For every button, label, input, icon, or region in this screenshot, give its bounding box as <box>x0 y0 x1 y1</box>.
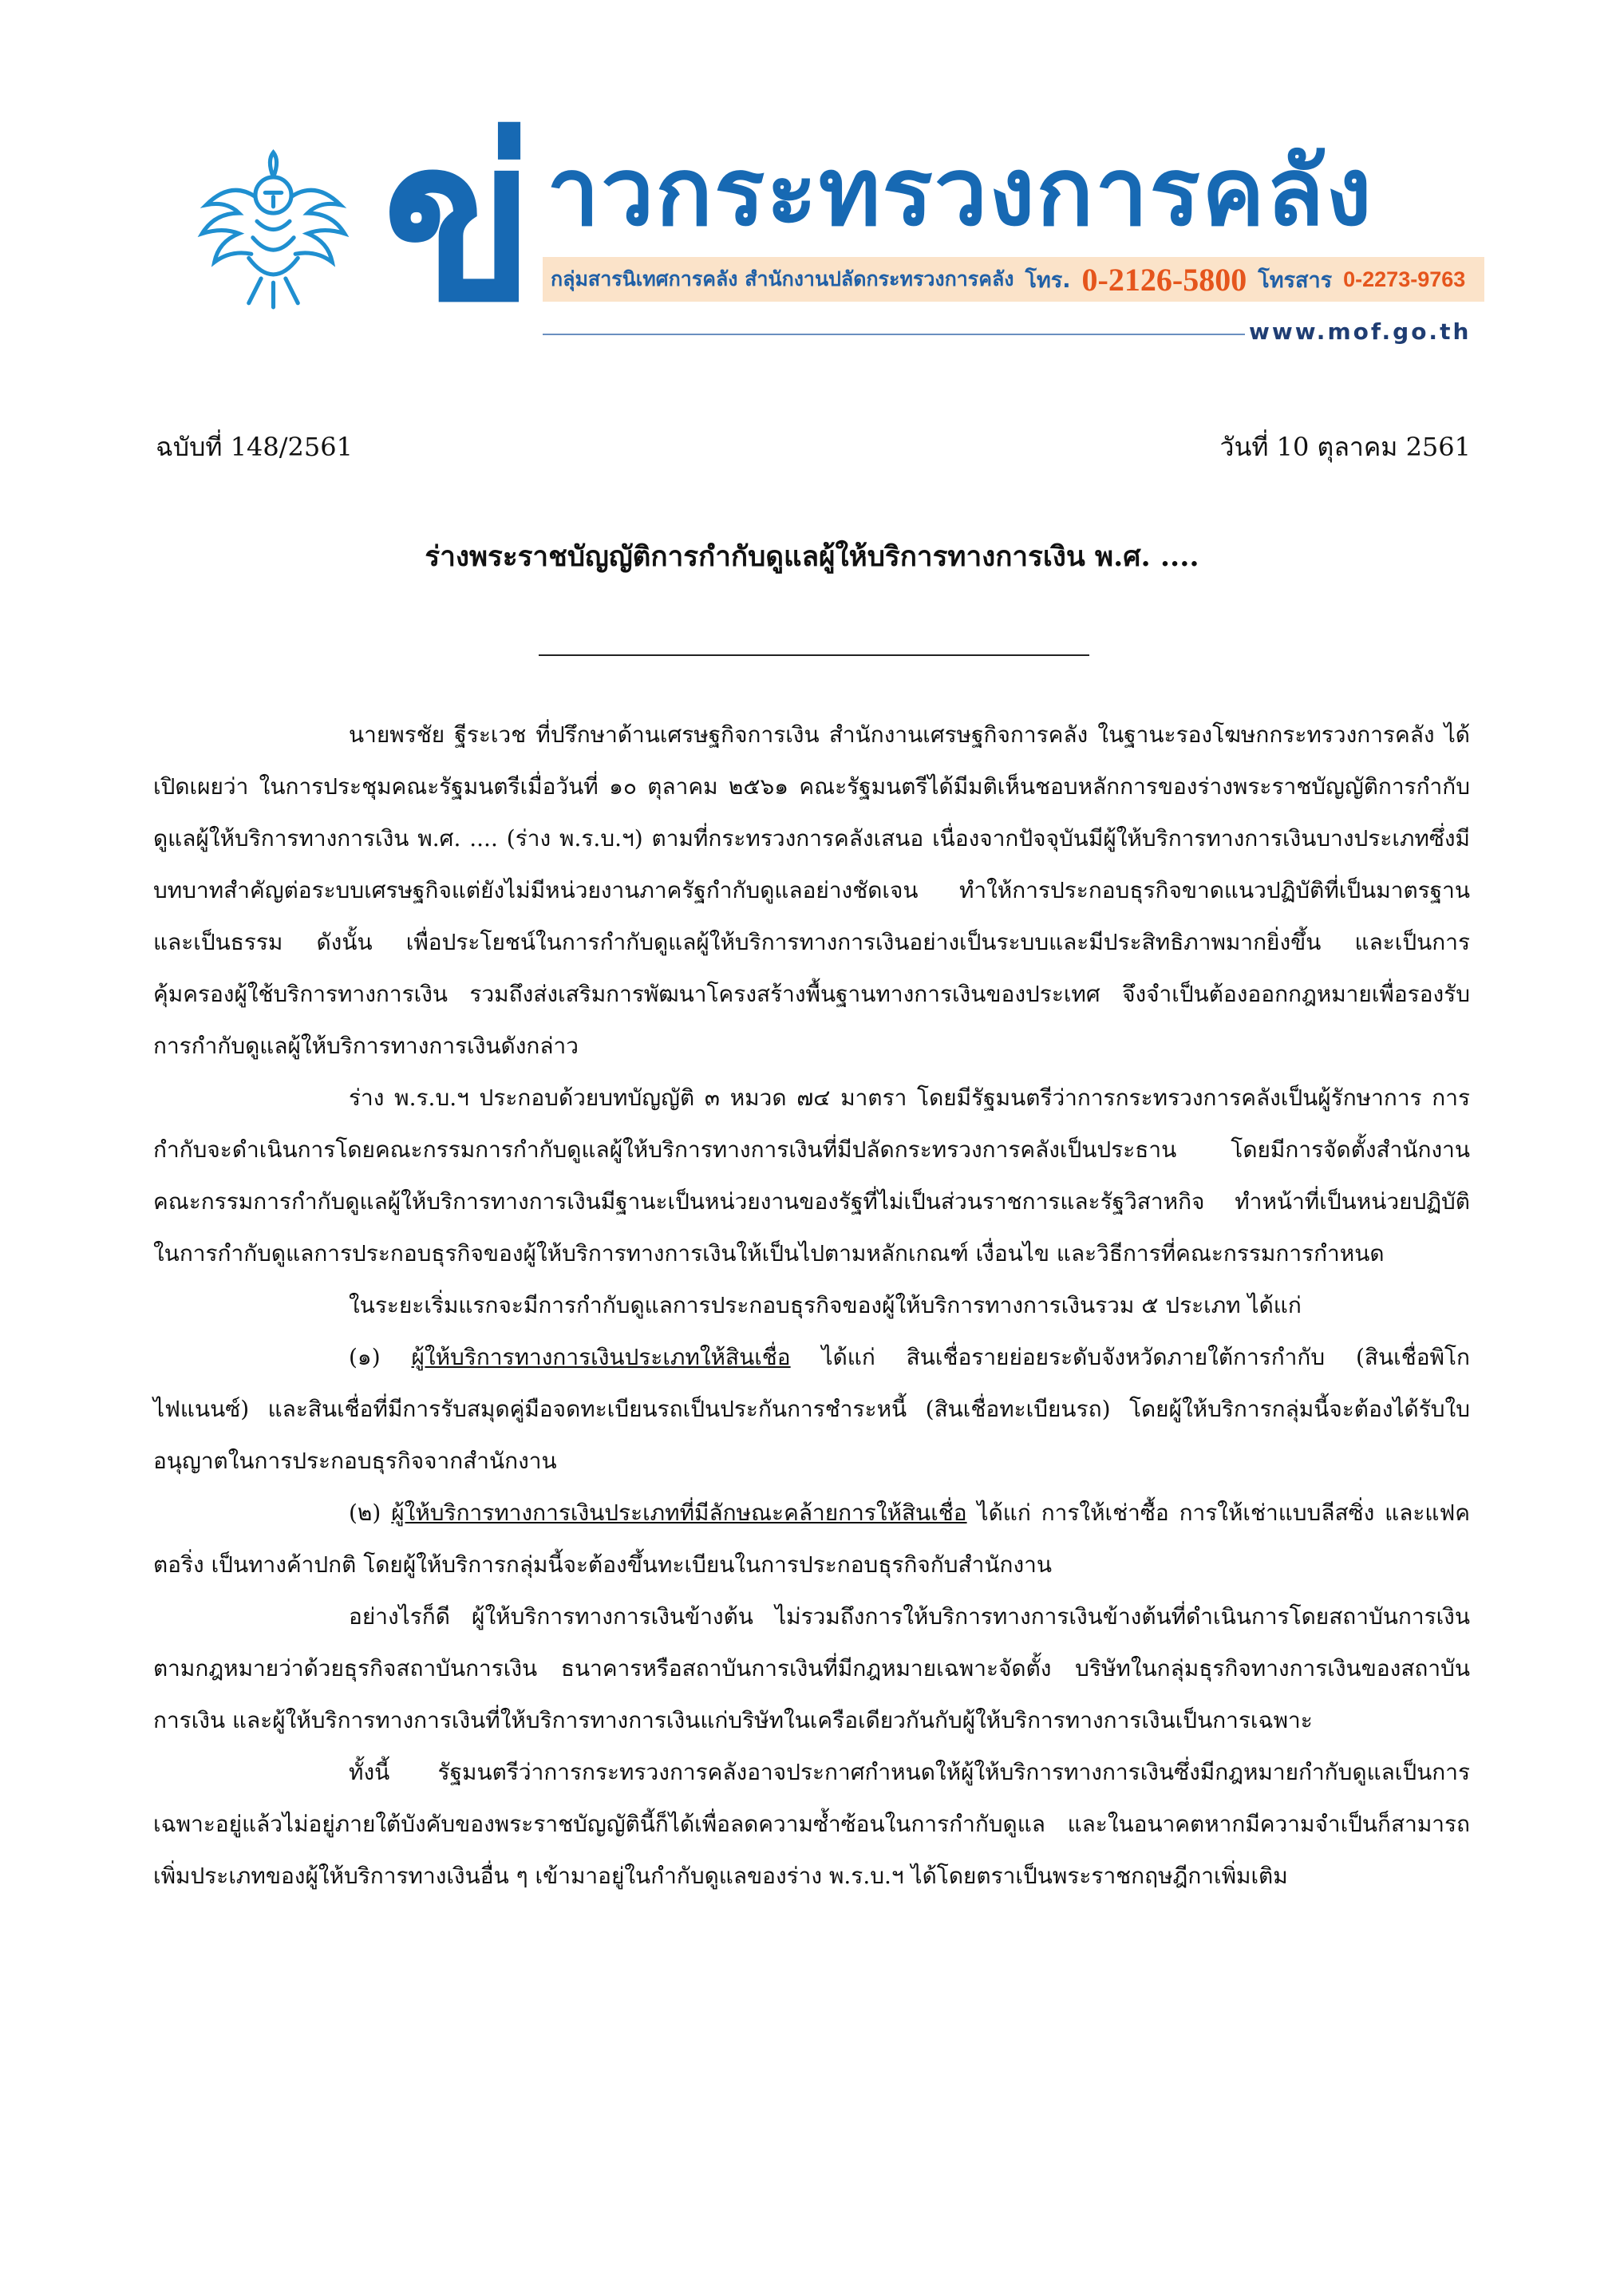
phone-label: โทร. <box>1025 267 1071 293</box>
page-title: ร่างพระราชบัญญัติการกำกับดูแลผู้ให้บริการทางการเงิน พ.ศ. .... <box>425 540 1199 573</box>
website-link[interactable]: www.mof.go.th <box>1249 318 1472 345</box>
paragraph-1: นายพรชัย ฐีระเวช ที่ปรึกษาด้านเศรษฐกิจการเงิน สำนักงานเศรษฐกิจการคลัง ในฐานะรองโฆษกกระทรวงการคลัง ได้เปิดเผยว่า ในการประชุมคณะรัฐมนตรีเมื่อวันที่ ๑๐ ตุลาคม ๒๕๖๑ คณะรัฐมนตรีได้มีมติเห็นชอบหลักการของร่างพระราชบัญญัติการกำกับดูแลผู้ให้บริการทางการเงิน พ.ศ. .... (ร่าง พ.ร.บ.ฯ) ตามที่กระทรวงการคลังเสนอ เนื่องจากปัจจุบันมีผู้ให้บริการทางการเงินบางประเภทซึ่งมีบทบาทสำคัญต่อระบบเศรษฐกิจแต่ยังไม่มีหน่วยงานภาครัฐกำกับดูแลอย่างชัดเจน ทำให้การประกอบธุรกิจขาดแนวปฏิบัติที่เป็นมาตรฐานและเป็นธรรม ดังนั้น เพื่อประโยชน์ในการกำกับดูแลผู้ให้บริการทางการเงินอย่างเป็นระบบและมีประสิทธิภาพมากยิ่งขึ้น และเป็นการคุ้มครองผู้ใช้บริการทางการเงิน รวมถึงส่งเสริมการพัฒนาโครงสร้างพื้นฐานทางการเงินของประเทศ จึงจำเป็นต้องออกกฎหมายเพื่อรองรับการกำกับดูแลผู้ให้บริการทางการเงินดังกล่าว <box>153 721 1470 1059</box>
category-2-heading: ผู้ให้บริการทางการเงินประเภทที่มีลักษณะคล้ายการให้สินเชื่อ <box>391 1500 967 1526</box>
masthead-initial: ข่ <box>382 92 535 352</box>
category-2-number: (๒) <box>349 1500 381 1526</box>
contact-bar <box>543 257 1484 302</box>
masthead-title: าวกระทรวงการคลัง <box>547 136 1373 247</box>
issue-number: ฉบับที่ 148/2561 <box>156 432 353 462</box>
category-1-heading: ผู้ให้บริการทางการเงินประเภทให้สินเชื่อ <box>411 1344 791 1370</box>
category-1-text: ได้แก่ สินเชื่อรายย่อยระดับจังหวัดภายใต้การกำกับ (สินเชื่อพิโกไฟแนนซ์) และสินเชื่อที่มีการรับสมุดคู่มือจดทะเบียนรถเป็นประกันการชำระหนี้ (สินเชื่อทะเบียนรถ) โดยผู้ให้บริการกลุ่มนี้จะต้องได้รับใบอนุญาตในการประกอบธุรกิจจากสำนักงาน <box>153 1344 1470 1474</box>
title-divider <box>539 654 1089 656</box>
fax-number: 0-2273-9763 <box>1343 267 1466 291</box>
category-1-number: (๑) <box>349 1344 381 1370</box>
paragraph-3: ในระยะเริ่มแรกจะมีการกำกับดูแลการประกอบธุรกิจของผู้ให้บริการทางการเงินรวม ๕ ประเภท ได้แก่ <box>349 1292 1302 1318</box>
phone-number: 0-2126-5800 <box>1081 261 1247 298</box>
category-2-text: ได้แก่ การให้เช่าซื้อ การให้เช่าแบบลีสซิ่ง และแฟคตอริ่ง เป็นทางค้าปกติ โดยผู้ให้บริการกลุ่มนี้จะต้องขึ้นทะเบียนในการประกอบธุรกิจกับสำนักงาน <box>153 1500 1471 1578</box>
category-2 <box>153 1487 1470 1591</box>
issue-date: วันที่ 10 ตุลาคม 2561 <box>1219 432 1471 462</box>
article-body <box>153 709 1470 1902</box>
masthead <box>0 0 1624 367</box>
header-rule <box>543 334 1245 335</box>
fax-label: โทรสาร <box>1258 267 1333 293</box>
paragraph-4: อย่างไรก็ดี ผู้ให้บริการทางการเงินข้างต้น ไม่รวมถึงการให้บริการทางการเงินข้างต้นที่ดำเนินการโดยสถาบันการเงินตามกฎหมายว่าด้วยธุรกิจสถาบันการเงิน ธนาคารหรือสถาบันการเงินที่มีกฎหมายเฉพาะจัดตั้ง บริษัทในกลุ่มธุรกิจทางการเงินของสถาบันการเงิน และผู้ให้บริการทางการเงินที่ให้บริการทางการเงินแก่บริษัทในเครือเดียวกันกับผู้ให้บริการทางการเงินเป็นการเฉพาะ <box>153 1603 1470 1733</box>
garuda-emblem-icon <box>192 148 355 311</box>
paragraph-5: ทั้งนี้ รัฐมนตรีว่าการกระทรวงการคลังอาจประกาศกำหนดให้ผู้ให้บริการทางการเงินซึ่งมีกฎหมายกำกับดูแลเป็นการเฉพาะอยู่แล้วไม่อยู่ภายใต้บังคับของพระราชบัญญัตินี้ก็ได้เพื่อลดความซ้ำซ้อนในการกำกับดูแล และในอนาคตหากมีความจำเป็นก็สามารถเพิ่มประเภทของผู้ให้บริการทางเงินอื่น ๆ เข้ามาอยู่ในกำกับดูแลของร่าง พ.ร.บ.ฯ ได้โดยตราเป็นพระราชกฤษฎีกาเพิ่มเติม <box>153 1759 1470 1889</box>
paragraph-2: ร่าง พ.ร.บ.ฯ ประกอบด้วยบทบัญญัติ ๓ หมวด ๗๔ มาตรา โดยมีรัฐมนตรีว่าการกระทรวงการคลังเป็นผู้รักษาการ การกำกับจะดำเนินการโดยคณะกรรมการกำกับดูแลผู้ให้บริการทางการเงินที่มีปลัดกระทรวงการคลังเป็นประธาน โดยมีการจัดตั้งสำนักงานคณะกรรมการกำกับดูแลผู้ให้บริการทางการเงินมีฐานะเป็นหน่วยงานของรัฐที่ไม่เป็นส่วนราชการและรัฐวิสาหกิจ ทำหน้าที่เป็นหน่วยปฏิบัติในการกำกับดูแลการประกอบธุรกิจของผู้ให้บริการทางการเงินให้เป็นไปตามหลักเกณฑ์ เงื่อนไข และวิธีการที่คณะกรรมการกำหนด <box>153 1085 1470 1267</box>
category-1 <box>153 1331 1470 1487</box>
contact-unit: กลุ่มสารนิเทศการคลัง สำนักงานปลัดกระทรวงการคลัง <box>551 267 1014 290</box>
